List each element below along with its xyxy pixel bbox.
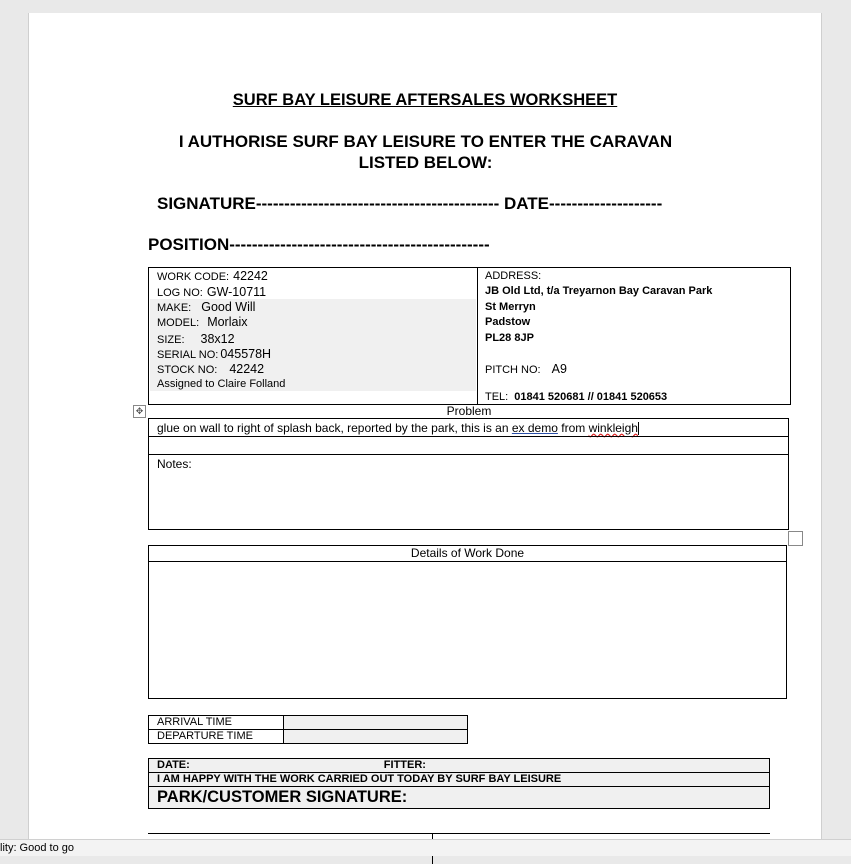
stock-row: STOCK NO: 42242: [157, 362, 265, 376]
address-line-1[interactable]: JB Old Ltd, t/a Treyarnon Bay Caravan Park: [485, 285, 713, 297]
address-line-2[interactable]: St Merryn: [485, 301, 536, 313]
arrival-time-label: ARRIVAL TIME: [149, 716, 284, 730]
size-value[interactable]: 38x12: [200, 332, 235, 346]
size-row: SIZE: 38x12: [157, 332, 235, 346]
pitch-row: PITCH NO: A9: [485, 362, 567, 376]
happy-statement: I AM HAPPY WITH THE WORK CARRIED OUT TODAY BY SURF BAY LEISURE: [149, 773, 770, 787]
status-bar: [0, 839, 851, 856]
assigned-to[interactable]: Assigned to Claire Folland: [157, 378, 286, 390]
worksheet-title: SURF BAY LEISURE AFTERSALES WORKSHEET: [232, 91, 618, 109]
log-no-value[interactable]: GW-10711: [206, 285, 267, 299]
model-value[interactable]: Morlaix: [207, 315, 248, 329]
work-code-value[interactable]: 42242: [233, 269, 268, 283]
accessibility-status[interactable]: lity: Good to go: [0, 842, 74, 854]
problem-header: Problem: [446, 404, 492, 418]
departure-time-label: DEPARTURE TIME: [149, 730, 284, 744]
problem-text[interactable]: glue on wall to right of splash back, reported by the park, this is an ex demo from winkleigh: [157, 421, 638, 435]
park-customer-signature[interactable]: PARK/CUSTOMER SIGNATURE:: [149, 787, 770, 809]
problem-table: [148, 418, 789, 530]
table-resize-handle-icon[interactable]: [788, 531, 803, 546]
log-no-row: LOG NO: GW-10711: [157, 285, 267, 299]
arrival-time-field[interactable]: [284, 716, 468, 730]
work-done-header: Details of Work Done: [410, 546, 525, 560]
date-fitter-row[interactable]: [149, 759, 770, 773]
date-label: DATE:: [157, 759, 190, 771]
work-code-row: WORK CODE: 42242: [157, 269, 268, 283]
document-page: [28, 13, 822, 855]
text-cursor: [638, 422, 639, 435]
model-row: MODEL: Morlaix: [157, 315, 248, 329]
stock-value[interactable]: 42242: [229, 362, 265, 376]
work-done-table: [148, 545, 787, 699]
table-move-handle-icon[interactable]: ✥: [133, 405, 146, 418]
position-line: POSITION----------------------------------------------: [148, 235, 490, 254]
address-line-4[interactable]: PL28 8JP: [485, 332, 534, 344]
address-label: ADDRESS:: [485, 270, 542, 282]
times-table: [148, 715, 468, 744]
serial-row: SERIAL NO: 045578H: [157, 347, 272, 361]
spelling-flag-winkleigh[interactable]: winkleigh: [588, 421, 638, 435]
caravan-info-table: [148, 267, 791, 405]
make-row: MAKE: Good Will: [157, 300, 256, 314]
signoff-table: [148, 758, 770, 809]
fitter-label: FITTER:: [383, 759, 426, 771]
tel-row: TEL: 01841 520681 // 01841 520653: [485, 391, 668, 403]
make-value[interactable]: Good Will: [201, 300, 256, 314]
authorisation-statement: I AUTHORISE SURF BAY LEISURE TO ENTER THE CARAVAN LISTED BELOW:: [178, 132, 673, 172]
pitch-value[interactable]: A9: [551, 362, 567, 376]
grammar-flag-ex-demo[interactable]: ex demo: [511, 421, 558, 435]
notes-label[interactable]: Notes:: [157, 457, 192, 471]
tel-value[interactable]: 01841 520681 // 01841 520653: [514, 391, 668, 403]
serial-value[interactable]: 045578H: [220, 347, 272, 361]
address-line-3[interactable]: Padstow: [485, 316, 531, 328]
departure-time-field[interactable]: [284, 730, 468, 744]
signature-date-line: SIGNATURE------------------------------------------- DATE--------------------: [157, 194, 663, 213]
